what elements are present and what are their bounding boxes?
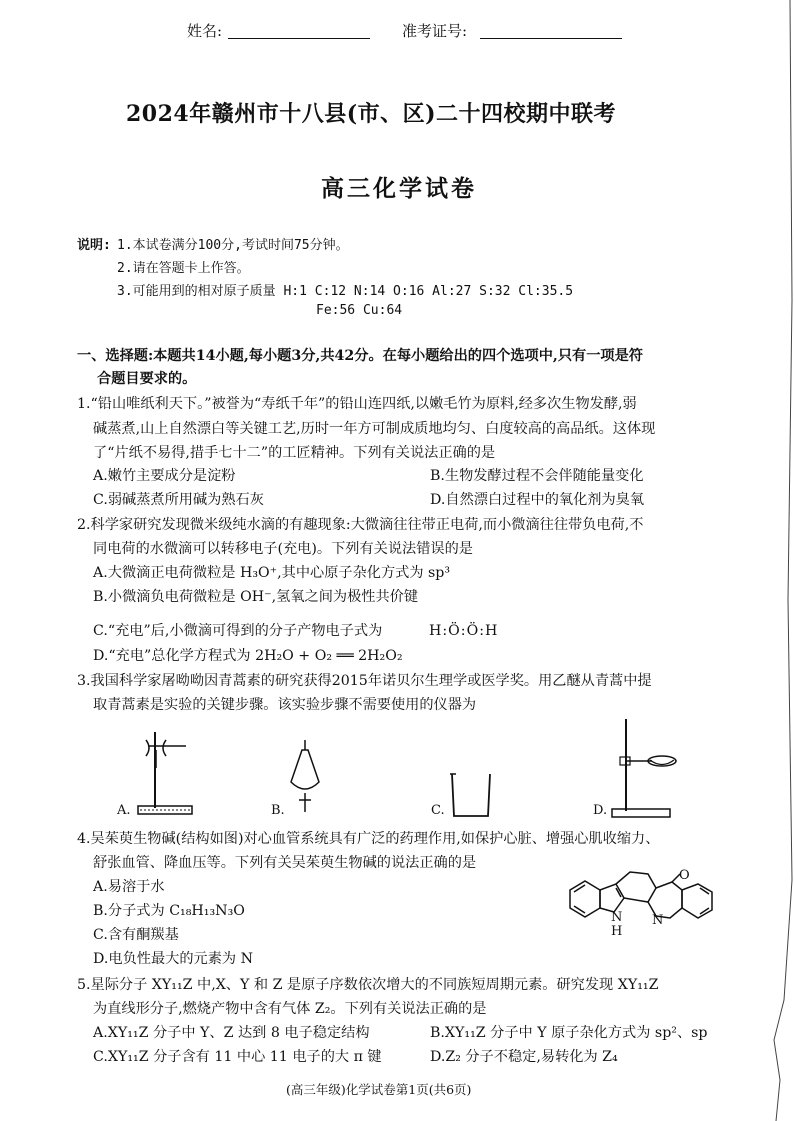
- q4-stem-2: 舒张血管、降血压等。下列有关吴茱萸生物碱的说法正确的是: [93, 855, 477, 871]
- q5-stem-1: 5.星际分子 XY₁₁Z 中,X、Y 和 Z 是原子序数依次增大的不同族短周期元素。研究发现 XY₁₁Z: [77, 977, 659, 993]
- molecule-structure-icon: [560, 860, 720, 960]
- q1-option-c: C.弱碱蒸煮所用碱为熟石灰: [93, 492, 264, 508]
- beaker-icon: [448, 770, 494, 820]
- q3-label-a: A.: [117, 803, 131, 818]
- q3-stem-2: 取青蒿素是实验的关键步骤。该实验步骤不需要使用的仪器为: [93, 697, 477, 713]
- q5-option-a: A.XY₁₁Z 分子中 Y、Z 达到 8 电子稳定结构: [93, 1025, 370, 1041]
- q1-stem-2: 碱蒸煮,山上自然漂白等关键工艺,历时一年方可制成质地均匀、白度较高的高品纸。这体现: [93, 421, 656, 437]
- torn-edge-decoration: [714, 0, 794, 1121]
- q3-stem-1: 3.我国科学家屠呦呦因青蒿素的研究获得2015年诺贝尔生理学或医学奖。用乙醚从青蒿中提: [77, 673, 652, 689]
- q5-option-b: B.XY₁₁Z 分子中 Y 原子杂化方式为 sp²、sp: [430, 1025, 708, 1041]
- notes-label: 说明:: [77, 238, 111, 253]
- q1-option-b: B.生物发酵过程不会伴随能量变化: [430, 468, 644, 484]
- section-heading: 一、选择题:本题共14小题,每小题3分,共42分。在每小题给出的四个选项中,只有一项是符: [77, 348, 643, 364]
- q2-stem-1: 2.科学家研究发现微米级纯水滴的有趣现象:大微滴往往带正电荷,而小微滴往往带负电荷,不: [77, 517, 644, 533]
- q4-option-a: A.易溶于水: [93, 879, 165, 895]
- page-footer: (高三年级)化学试卷第1页(共6页): [286, 1082, 472, 1097]
- section-heading-2: 合题目要求的。: [97, 371, 197, 387]
- q2-option-c: C.“充电”后,小微滴可得到的分子产物电子式为: [93, 623, 383, 639]
- q2-stem-2: 同电荷的水微滴可以转移电子(充电)。下列有关说法错误的是: [93, 541, 473, 557]
- q2-electron-formula: H:Ö:Ö:H: [429, 623, 499, 639]
- exam-no-field[interactable]: [480, 22, 622, 39]
- ring-stand-icon: [606, 715, 686, 820]
- q4-stem-1: 4.吴茱萸生物碱(结构如图)对心血管系统具有广泛的药理作用,如保护心脏、增强心肌收缩力、: [77, 831, 660, 847]
- exam-no-label: 准考证号:: [402, 22, 468, 40]
- q3-label-b: B.: [271, 803, 285, 818]
- molecule-atom-n1: N: [611, 910, 623, 925]
- name-label: 姓名:: [187, 22, 223, 40]
- q3-label-d: D.: [593, 803, 608, 818]
- q1-stem-3: 了“片纸不易得,措手七十二”的工匠精神。下列有关说法正确的是: [93, 445, 496, 461]
- q2-option-d: D.“充电”总化学方程式为 2H₂O + O₂ ══ 2H₂O₂: [93, 648, 403, 664]
- separatory-funnel-icon: [285, 738, 325, 818]
- note-1: 1.本试卷满分100分,考试时间75分钟。: [117, 238, 349, 253]
- note-2: 2.请在答题卡上作答。: [117, 261, 250, 276]
- q2-option-b: B.小微滴负电荷微粒是 OH⁻,氢氧之间为极性共价键: [93, 589, 419, 605]
- note-3: 3.可能用到的相对原子质量 H:1 C:12 N:14 O:16 Al:27 S:32 Cl:35.5: [117, 284, 574, 299]
- q1-option-d: D.自然漂白过程中的氧化剂为臭氧: [430, 492, 645, 508]
- q5-stem-2: 为直线形分子,燃烧产物中含有气体 Z₂。下列有关说法正确的是: [93, 1001, 487, 1017]
- q1-option-a: A.嫩竹主要成分是淀粉: [93, 468, 236, 484]
- note-4: Fe:56 Cu:64: [316, 303, 403, 318]
- q4-option-b: B.分子式为 C₁₈H₁₃N₃O: [93, 903, 245, 919]
- q1-stem-1: 1.“铅山唯纸利天下。”被誉为“寿纸千年”的铅山连四纸,以嫩毛竹为原料,经多次生物发酵,弱: [77, 396, 637, 412]
- q5-option-c: C.XY₁₁Z 分子含有 11 中心 11 电子的大 π 键: [93, 1049, 382, 1065]
- q3-label-c: C.: [431, 803, 445, 818]
- exam-title: 2024年赣州市十八县(市、区)二十四校期中联考: [126, 101, 617, 127]
- molecule-atom-n2: N: [652, 913, 664, 928]
- exam-subtitle: 高三化学试卷: [321, 175, 477, 202]
- molecule-atom-h: H: [611, 924, 623, 939]
- q4-option-d: D.电负性最大的元素为 N: [93, 951, 253, 967]
- molecule-atom-o: O: [679, 868, 690, 883]
- q4-option-c: C.含有酮羰基: [93, 927, 179, 943]
- q2-option-a: A.大微滴正电荷微粒是 H₃O⁺,其中心原子杂化方式为 sp³: [93, 565, 451, 581]
- name-field[interactable]: [228, 22, 370, 39]
- q5-option-d: D.Z₂ 分子不稳定,易转化为 Z₄: [430, 1049, 618, 1065]
